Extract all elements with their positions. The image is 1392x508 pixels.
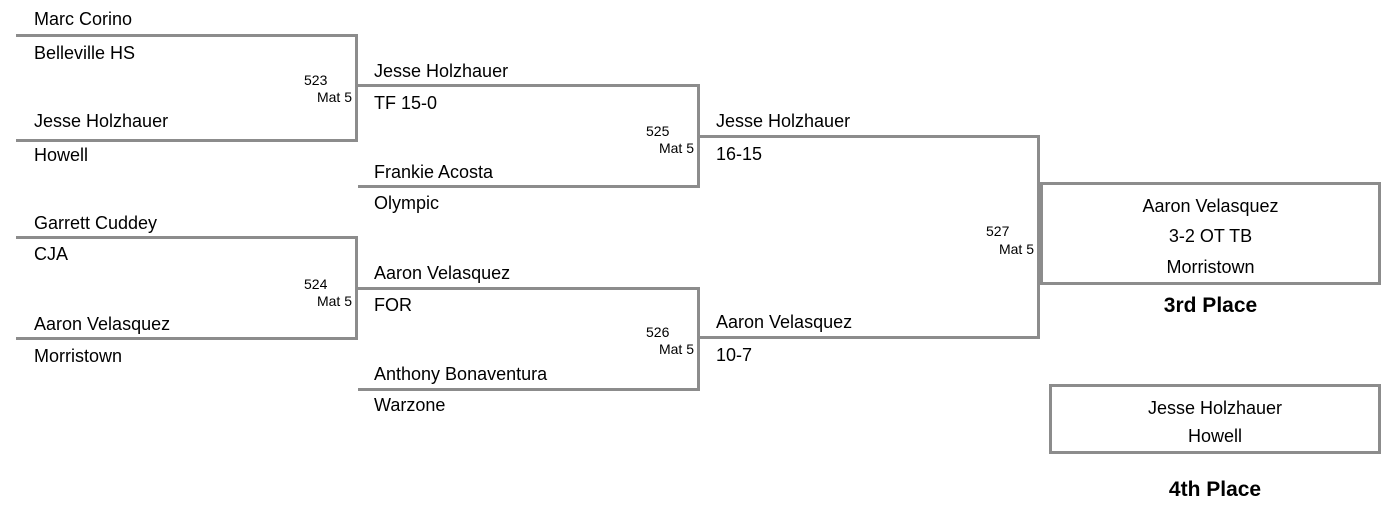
r2-525-top-result: TF 15-0 [374, 93, 438, 113]
r1-523-bottom-school: Howell [34, 145, 89, 165]
third-place-name: Aaron Velasquez [1142, 196, 1279, 216]
r1-524-bottom-line [16, 337, 358, 340]
r3-top-name: Jesse Holzhauer [716, 111, 851, 131]
bout-number-525: 525 [646, 123, 670, 139]
r2-525-bottom-school: Olympic [374, 193, 440, 213]
r2-526-bottom-line [358, 388, 700, 391]
r2-526-top-line [358, 287, 700, 290]
r3-bottom-result: 10-7 [716, 345, 753, 365]
r1-524-bottom-name: Aaron Velasquez [34, 314, 171, 334]
r1-523-bottom-line [16, 139, 358, 142]
r1-523-top-school: Belleville HS [34, 43, 136, 63]
r2-525-top-name: Jesse Holzhauer [374, 61, 509, 81]
bout-number-526: 526 [646, 324, 670, 340]
r2-526-bottom-school: Warzone [374, 395, 446, 415]
fourth-place-school: Howell [1187, 426, 1243, 446]
bout-number-524: 524 [304, 276, 328, 292]
mat-526: Mat 5 [658, 341, 694, 357]
r2-526-top-result: FOR [374, 295, 412, 315]
bout-number-523: 523 [304, 72, 328, 88]
r3-top-result: 16-15 [716, 144, 763, 164]
third-place-label: 3rd Place [1163, 294, 1258, 317]
r1-523-top-name: Marc Corino [34, 9, 133, 29]
r2-525-bottom-name: Frankie Acosta [374, 162, 494, 182]
r1-523-bottom-name: Jesse Holzhauer [34, 111, 169, 131]
mat-524: Mat 5 [316, 293, 352, 309]
r2-526-bottom-name: Anthony Bonaventura [374, 364, 548, 384]
r1-523-connector [355, 34, 358, 142]
third-place-result: 3-2 OT TB [1168, 226, 1253, 246]
r3-bottom-name: Aaron Velasquez [716, 312, 853, 332]
r1-523-top-line [16, 34, 358, 37]
r3-bottom-line [700, 336, 1040, 339]
bout-number-527: 527 [986, 223, 1010, 239]
r2-526-top-name: Aaron Velasquez [374, 263, 511, 283]
r3-top-line [700, 135, 1040, 138]
third-place-school: Morristown [1166, 257, 1255, 277]
r2-525-bottom-line [358, 185, 700, 188]
r1-524-top-name: Garrett Cuddey [34, 213, 158, 233]
r1-524-top-school: CJA [34, 244, 69, 264]
mat-527: Mat 5 [998, 241, 1034, 257]
mat-523: Mat 5 [316, 89, 352, 105]
fourth-place-name: Jesse Holzhauer [1147, 398, 1283, 418]
mat-525: Mat 5 [658, 140, 694, 156]
r1-524-top-line [16, 236, 358, 239]
r2-526-connector [697, 287, 700, 391]
fourth-place-label: 4th Place [1168, 478, 1262, 501]
r1-524-bottom-school: Morristown [34, 346, 123, 366]
r2-525-top-line [358, 84, 700, 87]
